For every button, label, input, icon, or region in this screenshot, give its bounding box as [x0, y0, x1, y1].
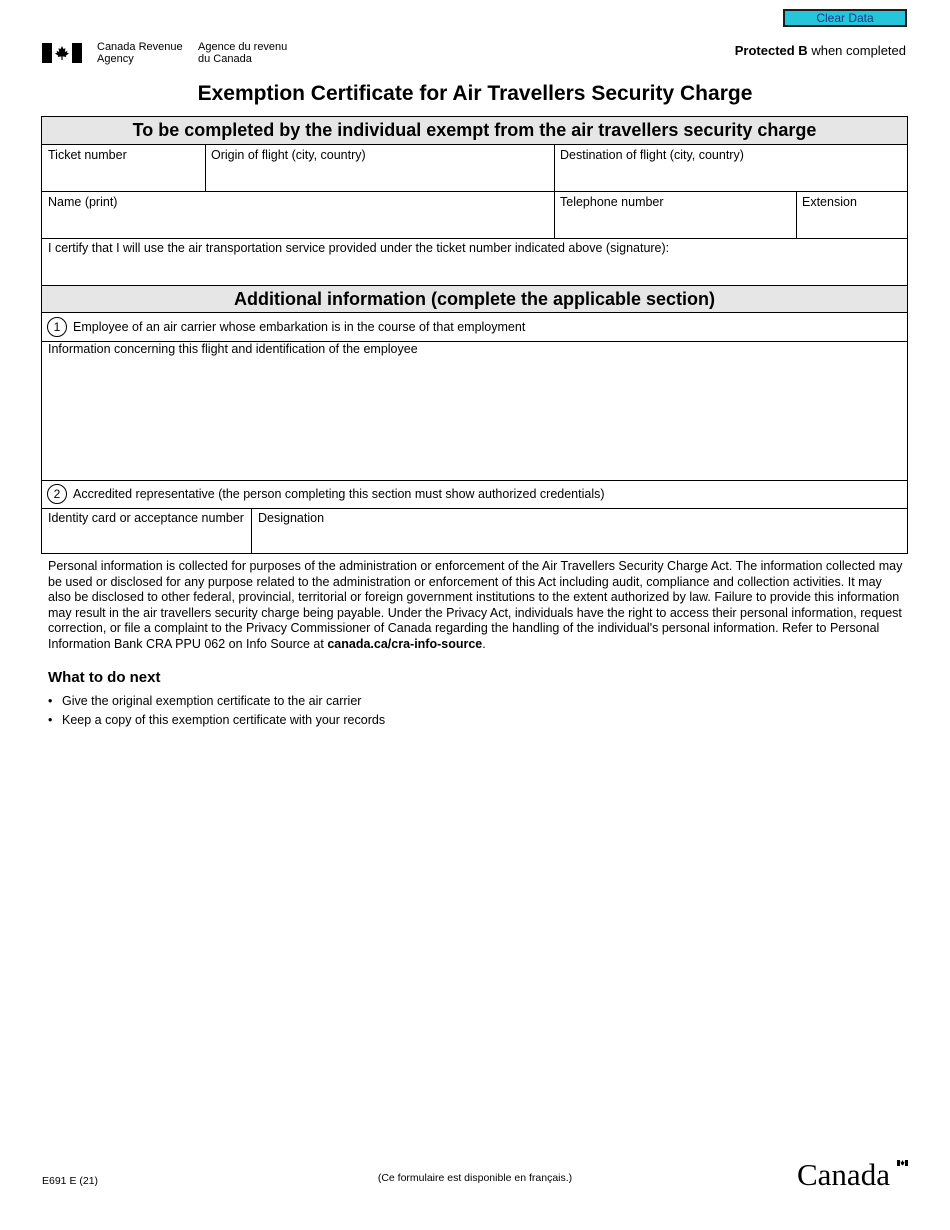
origin-input[interactable]: [208, 163, 556, 191]
telephone-label: Telephone number: [560, 195, 664, 209]
ticket-number-label: Ticket number: [48, 148, 127, 162]
agency-name-french: [198, 42, 287, 65]
divider: [42, 480, 907, 481]
employee-info-label: Information concerning this flight and identification of the employee: [48, 342, 418, 356]
extension-label: Extension: [802, 195, 857, 209]
agency-fr-line2: du Canada: [198, 52, 252, 65]
info-source-link[interactable]: canada.ca/cra-info-source: [327, 636, 483, 651]
divider: [42, 508, 907, 509]
item1-label: Employee of an air carrier whose embarkation is in the course of that employment: [73, 320, 526, 334]
form-title: Exemption Certificate for Air Travellers Security Charge: [197, 82, 753, 105]
protected-notice: [735, 43, 906, 58]
divider: [251, 508, 252, 554]
form-code: E691 E (21): [42, 1175, 99, 1187]
what-to-do-next-heading: What to do next: [48, 669, 161, 686]
list-item: • Keep a copy of this exemption certificate with your records: [48, 713, 385, 732]
divider: [205, 145, 206, 191]
canada-flag-icon: [42, 43, 82, 63]
identity-card-input[interactable]: [44, 526, 252, 552]
agency-fr-line1: Agence du revenu: [198, 41, 288, 53]
telephone-input[interactable]: [557, 210, 797, 238]
identity-card-label: Identity card or acceptance number: [48, 511, 244, 525]
certify-label: I certify that I will use the air transportation service provided under the ticket number indicated above (signature):: [48, 241, 670, 255]
privacy-text: Personal information is collected for purposes of the administration or enforcement of the Air Travellers Security Charge Act. The information collected may be used or disclosed for any purpose related to the administration or enforcement of this Act including audit, compliance and collection activities. It may also be disclosed to other federal, provincial, territorial or foreign government institutions to the extent authorized by law. Failure to provide this information may result in the air travellers security charge being payable. Under the Privacy Act, individuals have the right to access their personal information, request correction, or file a complaint to the Privacy Commissioner of Canada regarding the handling of the individual's personal information. Refer to Personal Information Bank CRA PPU 062 on Info Source at: [48, 559, 903, 651]
employee-info-textarea[interactable]: [44, 359, 908, 481]
privacy-statement: [48, 559, 908, 653]
item2-label: Accredited representative (the person completing this section must show authorized credentials): [73, 487, 605, 501]
designation-label: Designation: [258, 511, 325, 525]
protected-level: Protected B: [734, 43, 808, 58]
destination-label: Destination of flight (city, country): [560, 148, 744, 162]
origin-label: Origin of flight (city, country): [211, 148, 366, 162]
next-steps-list: [48, 694, 385, 731]
extension-input[interactable]: [799, 210, 909, 238]
item2-number: 2: [47, 484, 67, 504]
divider: [42, 238, 907, 239]
list-item: • Give the original exemption certificate to the air carrier: [48, 694, 385, 713]
agency-en-line2: Agency: [97, 52, 134, 65]
divider: [42, 191, 907, 192]
item1-number: 1: [47, 317, 67, 337]
french-availability-note: (Ce formulaire est disponible en français.): [377, 1172, 573, 1184]
destination-input[interactable]: [557, 163, 909, 191]
name-label: Name (print): [48, 195, 118, 209]
divider: [796, 191, 797, 238]
name-input[interactable]: [44, 210, 554, 238]
clear-data-button[interactable]: Clear Data: [783, 9, 907, 27]
ticket-number-input[interactable]: [44, 163, 206, 191]
form-box: [41, 116, 908, 554]
privacy-end: .: [482, 636, 486, 651]
canada-wordmark-logo: [797, 1158, 909, 1188]
agency-name-english: [97, 42, 183, 65]
agency-en-line1: Canada Revenue: [97, 41, 183, 53]
designation-input[interactable]: [255, 526, 909, 552]
wordmark-text: Canada: [797, 1158, 890, 1188]
signature-input[interactable]: [44, 257, 908, 285]
section2-heading: Additional information (complete the applicable section): [42, 285, 907, 313]
section1-heading: To be completed by the individual exempt from the air travellers security charge: [42, 117, 907, 145]
protected-qualifier: when completed: [811, 43, 906, 58]
